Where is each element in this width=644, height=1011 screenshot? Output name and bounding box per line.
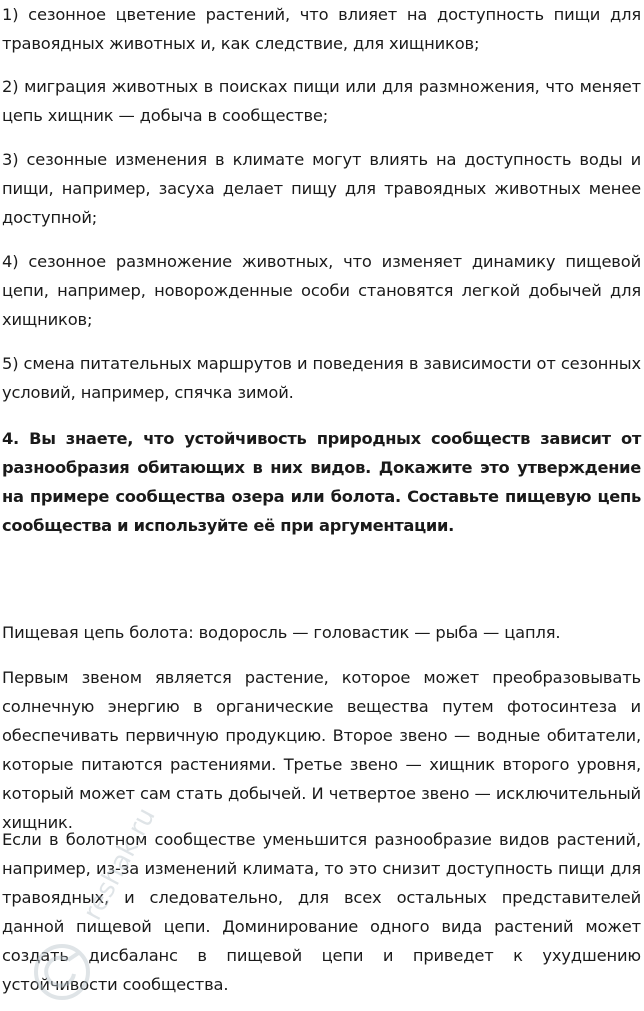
list-item-5: 5) смена питательных маршрутов и поведения в зависимости от сезонных условий, например, спячка зимой. — [2, 354, 641, 402]
food-chain-text: Пищевая цепь болота: водоросль — головастик — рыба — цапля. — [2, 623, 561, 642]
list-item-2: 2) миграция животных в поисках пищи или для размножения, что меняет цепь хищник — добыча в сообществе; — [2, 77, 641, 125]
answer-paragraph-2: Если в болотном сообществе уменьшится разнообразие видов растений, например, из-за изменений климата, то это снизит доступность пищи для травоядных, и следовательно, для всех остальных представителей данной пищевой цепи. Доминирование одного вида растений может создать дисбаланс в пищевой цепи и приведет к ухудшению устойчивости сообщества. — [2, 830, 641, 994]
answer-paragraph-1: Первым звеном является растение, которое может преобразовывать солнечную энергию в органические вещества путем фотосинтеза и обеспечивать первичную продукцию. Второе звено — водные обитатели, которые питаются растениями. Третье звено — хищник второго уровня, который может сам стать добычей. И четвертое звено — исключительный хищник. — [2, 668, 641, 832]
list-item-4: 4) сезонное размножение животных, что изменяет динамику пищевой цепи, например, новорожденные особи становятся легкой добычей для хищников; — [2, 252, 641, 329]
list-item-1: 1) сезонное цветение растений, что влияет на доступность пищи для травоядных животных и, как следствие, для хищников; — [2, 5, 641, 53]
question-4: 4. Вы знаете, что устойчивость природных сообществ зависит от разнообразия обитающих в них видов. Докажите это утверждение на примере сообщества озера или болота. Составьте пищевую цепь сообщества и используйте её при аргументации. — [2, 429, 641, 535]
list-item-3: 3) сезонные изменения в климате могут влиять на доступность воды и пищи, например, засуха делает пищу для травоядных животных менее доступной; — [2, 150, 641, 227]
watermark-text: reshak.ru — [77, 802, 162, 926]
